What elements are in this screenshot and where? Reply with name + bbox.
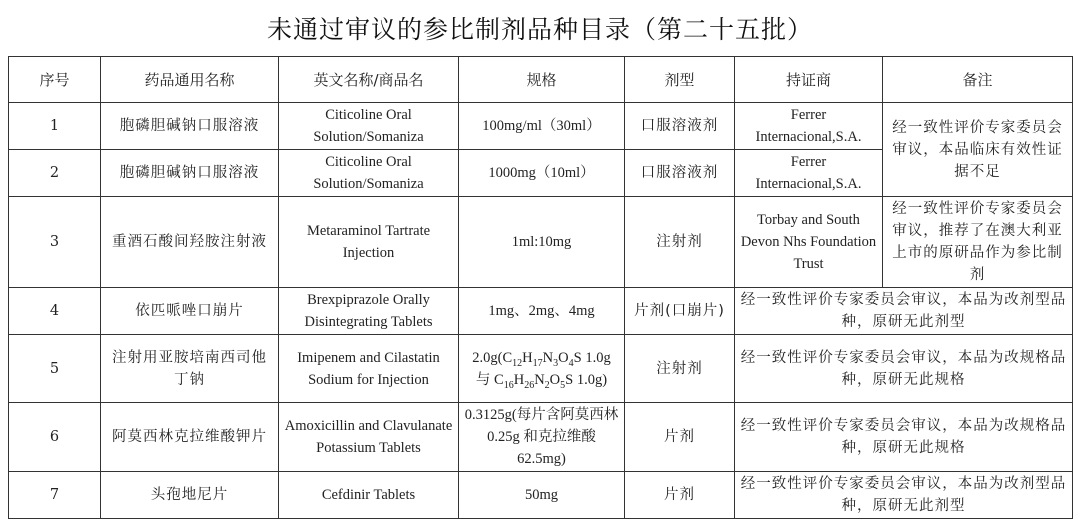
cell-dosage-form: 注射剂 — [625, 197, 735, 288]
cell-spec: $2.0g(C_{12}H_{17}N_3O_4S$ 1.0g 与 $C_{16}H_{26}N_2O_5S$ 1.0g) — [459, 335, 625, 403]
table-row — [9, 103, 1073, 150]
cell-note-wide: 经一致性评价专家委员会审议，本品为改剂型品种，原研无此剂型 — [735, 472, 1073, 519]
cell-no: 6 — [9, 403, 101, 472]
cell-no: 3 — [9, 197, 101, 288]
cell-spec: 50mg — [459, 472, 625, 519]
table-row — [9, 288, 1073, 335]
cell-note-shared: 经一致性评价专家委员会审议，本品临床有效性证据不足 — [883, 103, 1073, 197]
cell-note-wide: 经一致性评价专家委员会审议，本品为改规格品种，原研无此规格 — [735, 335, 1073, 403]
cell-english-name: Citicoline Oral Solution/Somaniza — [279, 103, 459, 150]
cell-english-name: Citicoline Oral Solution/Somaniza — [279, 150, 459, 197]
page-title: 未通过审议的参比制剂品种目录（第二十五批） — [266, 15, 813, 44]
cell-spec: 100mg/ml（30ml） — [459, 103, 625, 150]
header-row — [9, 57, 1073, 103]
header-spec: 规格 — [459, 57, 625, 103]
cell-dosage-form: 片剂 — [625, 472, 735, 519]
cell-english-name: Metaraminol Tartrate Injection — [279, 197, 459, 288]
table-row — [9, 403, 1073, 472]
cell-english-name: Imipenem and Cilastatin Sodium for Injection — [279, 335, 459, 403]
cell-note-wide: 经一致性评价专家委员会审议，本品为改规格品种，原研无此规格 — [735, 403, 1073, 472]
cell-english-name: Cefdinir Tablets — [279, 472, 459, 519]
cell-spec: 1ml:10mg — [459, 197, 625, 288]
header-dosage-form: 剂型 — [625, 57, 735, 103]
cell-no: 7 — [9, 472, 101, 519]
cell-note-wide: 经一致性评价专家委员会审议，本品为改剂型品种，原研无此剂型 — [735, 288, 1073, 335]
header-english-name: 英文名称/商品名 — [279, 57, 459, 103]
header-holder: 持证商 — [735, 57, 883, 103]
cell-generic-name: 胞磷胆碱钠口服溶液 — [101, 103, 279, 150]
reference-drug-table — [8, 56, 1073, 519]
cell-no: 5 — [9, 335, 101, 403]
cell-english-name: Brexpiprazole Orally Disintegrating Tablets — [279, 288, 459, 335]
cell-no: 1 — [9, 103, 101, 150]
cell-english-name: Amoxicillin and Clavulanate Potassium Tablets — [279, 403, 459, 472]
cell-holder: Ferrer Internacional,S.A. — [735, 150, 883, 197]
cell-no: 4 — [9, 288, 101, 335]
cell-dosage-form: 口服溶液剂 — [625, 103, 735, 150]
cell-dosage-form: 口服溶液剂 — [625, 150, 735, 197]
cell-generic-name: 阿莫西林克拉维酸钾片 — [101, 403, 279, 472]
cell-spec: 1000mg（10ml） — [459, 150, 625, 197]
cell-generic-name: 重酒石酸间羟胺注射液 — [101, 197, 279, 288]
header-no: 序号 — [9, 57, 101, 103]
cell-holder: Torbay and South Devon Nhs Foundation Trust — [735, 197, 883, 288]
cell-no: 2 — [9, 150, 101, 197]
cell-generic-name: 注射用亚胺培南西司他丁钠 — [101, 335, 279, 403]
cell-dosage-form: 片剂 — [625, 403, 735, 472]
cell-dosage-form: 片剂(口崩片) — [625, 288, 735, 335]
cell-generic-name: 头孢地尼片 — [101, 472, 279, 519]
header-generic-name: 药品通用名称 — [101, 57, 279, 103]
table-row — [9, 335, 1073, 403]
chem-formula: $C_{12}H_{17}N_3O_4S$ — [502, 349, 582, 369]
cell-dosage-form: 注射剂 — [625, 335, 735, 403]
cell-holder: Ferrer Internacional,S.A. — [735, 103, 883, 150]
cell-generic-name: 胞磷胆碱钠口服溶液 — [101, 150, 279, 197]
cell-note: 经一致性评价专家委员会审议，推荐了在澳大利亚上市的原研品作为参比制剂 — [883, 197, 1073, 288]
table-row — [9, 197, 1073, 288]
chem-formula: $C_{16}H_{26}N_2O_5S$ — [494, 371, 574, 391]
cell-spec: 1mg、2mg、4mg — [459, 288, 625, 335]
cell-generic-name: 依匹哌唑口崩片 — [101, 288, 279, 335]
header-note: 备注 — [883, 57, 1073, 103]
table-row — [9, 472, 1073, 519]
cell-spec: 0.3125g(每片含阿莫西林 0.25g 和克拉维酸 62.5mg) — [459, 403, 625, 472]
